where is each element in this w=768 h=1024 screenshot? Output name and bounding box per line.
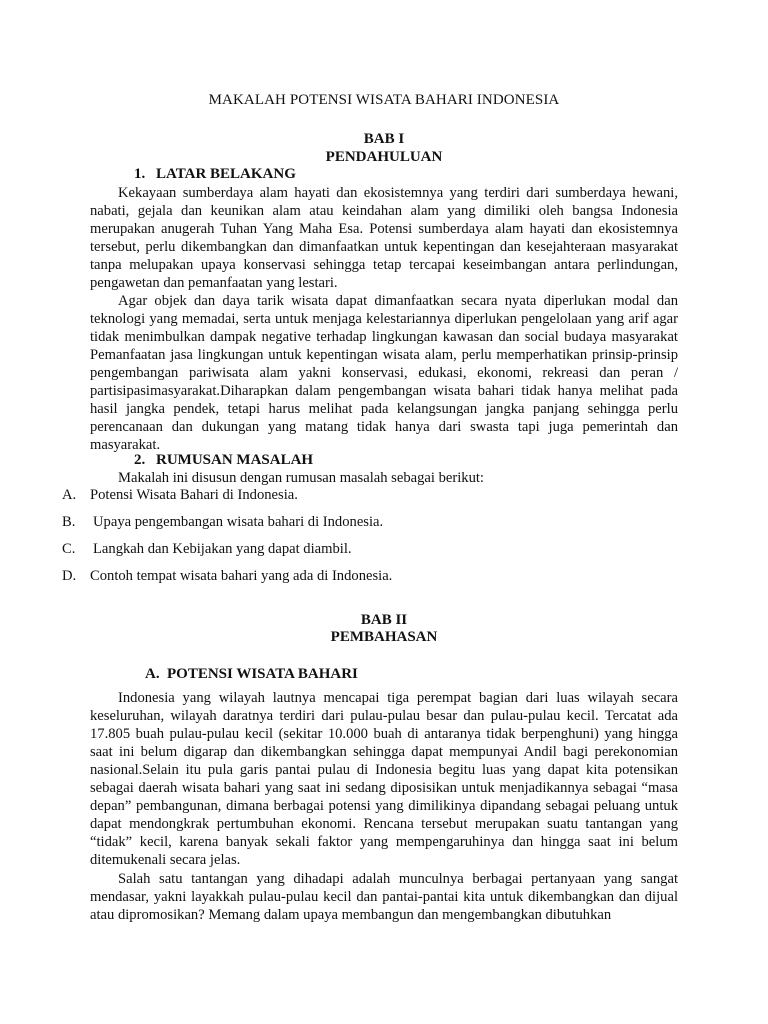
document-title: MAKALAH POTENSI WISATA BAHARI INDONESIA [208, 92, 560, 108]
section-a-paragraph-2: Salah satu tantangan yang dihadapi adalah munculnya berbagai pertanyaan yang sangat mendasar, yakni layakkah pulau-pulau kecil dan pantai-pantai kita untuk dikembangkan dan dijual atau dipromosikan? Memang dalam upaya membangun dan mengembangkan dibutuhkan [90, 871, 678, 923]
section-a-paragraph-1: Indonesia yang wilayah lautnya mencapai tiga perempat bagian dari luas wilayah secara keseluruhan, wilayah daratnya terdiri dari pulau-pulau besar dan pulau-pulau kecil. Tercatat ada 17.805 buah pulau-pulau kecil (sekitar 10.000 buah di antaranya tidak berpenghuni) yang hingga saat ini belum digarap dan dikembangkan sehingga dapat mempunyai Andil bagi perekonomian nasional.Selain itu pula garis pantai pulau di Indonesia begitu luas yang dapat kita potensikan sebagai daerah wisata bahari yang saat ini sedang diposisikan untuk menjadikannya sebagai “masa depan” pembangunan, dimana berbagai potensi yang dimilikinya dipandang sebagai peluang untuk dapat mendongkrak pertumbuhan ekonomi. Rencana tersebut merupakan suatu tantangan yang “tidak” kecil, karena banyak sekali faktor yang mempengaruhinya dan hingga saat ini belum ditemukenali secara jelas. [90, 690, 678, 868]
list-item-letter: C. [62, 541, 76, 557]
list-item-a [62, 487, 298, 504]
list-item-b [62, 514, 383, 531]
list-item-letter: D. [62, 568, 77, 584]
chapter-1-name: PENDAHULUAN [325, 149, 443, 165]
section-2-number: 2. [134, 452, 146, 468]
list-item-d [62, 568, 392, 585]
list-item-text: Contoh tempat wisata bahari yang ada di Indonesia. [90, 568, 393, 584]
chapter-2-name: PEMBAHASAN [330, 629, 438, 645]
section-a-heading [145, 666, 358, 683]
list-item-text: Potensi Wisata Bahari di Indonesia. [90, 487, 298, 503]
section-1-heading [134, 166, 296, 183]
section-1-title: LATAR BELAKANG [156, 166, 296, 182]
section-a-title: POTENSI WISATA BAHARI [167, 666, 358, 682]
section-2-intro: Makalah ini disusun dengan rumusan masalah sebagai berikut: [118, 470, 484, 486]
list-item-letter: A. [62, 487, 77, 503]
section-a-letter: A. [145, 666, 160, 682]
chapter-1-label: BAB I [363, 131, 405, 147]
section-1-paragraph-1: Kekayaan sumberdaya alam hayati dan ekosistemnya yang terdiri dari sumberdaya hewani, nabati, gejala dan keunikan alam atau keindahan alam yang dimiliki oleh bangsa Indonesia merupakan anugerah Tuhan Yang Maha Esa. Potensi sumberdaya alam hayati dan ekosistemnya tersebut, perlu dikembangkan dan dimanfaatkan untuk kepentingan dan kesejahteraan masyarakat tanpa melupakan upaya konservasi sehingga tetap tercapai keseimbangan antara perlindungan, pengawetan dan pemanfaatan yang lestari. [90, 185, 678, 291]
section-2-heading [134, 452, 313, 469]
chapter-2-label: BAB II [360, 612, 408, 628]
list-item-letter: B. [62, 514, 76, 530]
section-1-paragraph-2: Agar objek dan daya tarik wisata dapat dimanfaatkan secara nyata diperlukan modal dan teknologi yang memadai, serta untuk menjaga kelestariannya diperlukan pengelolaan yang arif agar tidak menimbulkan dampak negative terhadap lingkungan kawasan dan social budaya masyarakat Pemanfaatan jasa lingkungan untuk kepentingan wisata alam, perlu memperhatikan prinsip-prinsip pengembangan pariwisata alam yakni konservasi, edukasi, ekonomi, rekreasi dan peran / partisipasimasyarakat.Diharapkan dalam pengembangan wisata bahari tidak hanya melihat pada hasil jangka pendek, tetapi harus melihat pada kelangsungan jangka panjang sehingga perlu perencanaan dan dukungan yang matang tidak hanya dari swasta tapi juga pemerintah dan masyarakat. [90, 293, 678, 453]
section-2-title: RUMUSAN MASALAH [156, 452, 314, 468]
list-item-text: Langkah dan Kebijakan yang dapat diambil. [93, 541, 352, 557]
list-item-text: Upaya pengembangan wisata bahari di Indonesia. [93, 514, 384, 530]
section-1-number: 1. [134, 166, 146, 182]
list-item-c [62, 541, 352, 558]
